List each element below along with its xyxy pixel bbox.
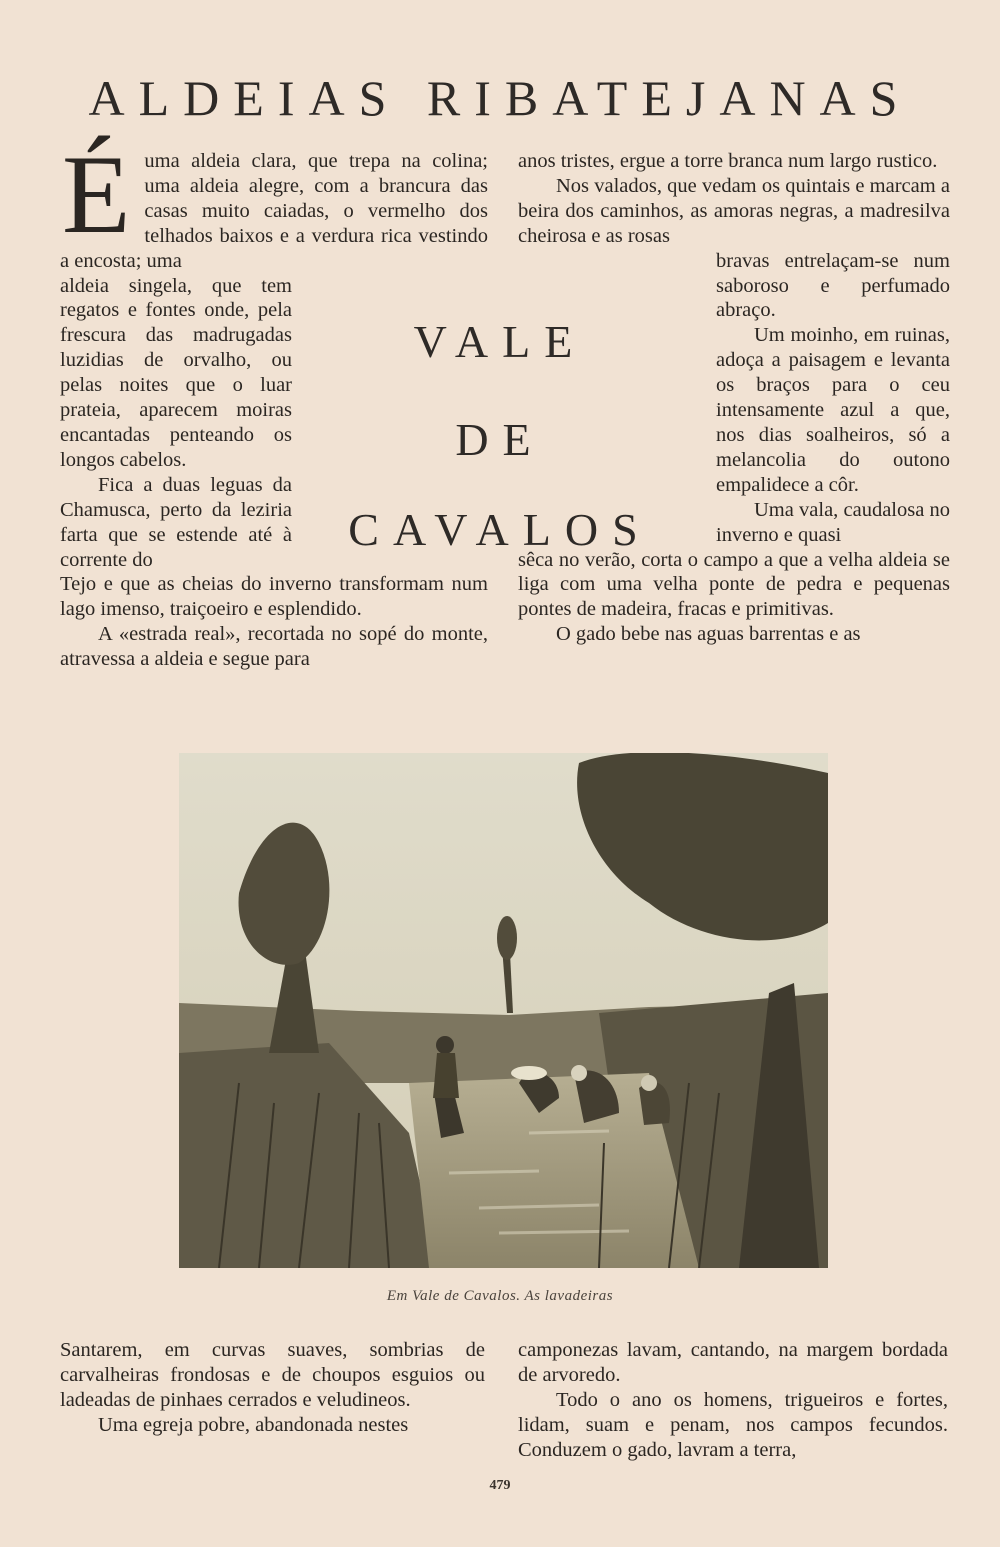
paragraph-ditch-continued: sêca no verão, corta o campo a que a velha aldeia se liga com uma velha ponte de pedra e pequenas pontes de madeira, fracas e primitivas. [518,548,950,621]
paragraph-hedges: Nos valados, que vedam os quintais e marcam a beira dos caminhos, as amoras negras, a madresilva cheirosa e as rosas [518,174,950,247]
photo-caption: Em Vale de Cavalos. As lavadeiras [386,1288,614,1304]
paragraph-opening-continued: aldeia singela, que tem regatos e fontes onde, pela frescura das madrugadas luzidias de orvalho, ou pelas noites que o luar prateia, aparecem moiras encantadas penteando os longos cabelos. [60,274,292,471]
paragraph-cattle: O gado bebe nas aguas barrentas e as [556,623,861,646]
paragraph-opening: uma aldeia clara, que trepa na colina; uma aldeia alegre, com a brancura das casas muito caiadas, o vermelho dos telhados baixos e a verdura rica vestindo a encosta; uma [60,150,488,272]
title-line-de: DE [455,414,545,465]
paragraph-santarem: Santarem, em curvas suaves, sombrias de carvalheiras frondosas e de choupos esguios ou ladeadas de pinhaes cerrados e veludineos. [60,1339,485,1411]
paragraph-mill: Um moinho, em ruinas, adoça a paisagem e levanta os braços para o ceu intensamente azul a que, nos dias soalheiros, só a melancolia do outono empalidece a côr. [716,324,950,496]
page-number: 479 [489,1478,511,1493]
title-line-vale: VALE [413,316,587,367]
drop-cap: É [62,133,131,257]
title-line-cavalos: CAVALOS [348,504,652,555]
paragraph-washing: camponezas lavam, cantando, na margem bordada de arvoredo. [518,1339,948,1386]
paragraph-men: Todo o ano os homens, trigueiros e fortes, lidam, suam e penam, nos campos fecundos. Conduzem o gado, lavram a terra, [518,1388,948,1461]
paragraph-church: Uma egreja pobre, abandonada nestes [98,1413,409,1436]
photo-illustration [179,753,828,1268]
paragraph-location: Fica a duas leguas da Chamusca, perto da leziria farta que se estende até à corrente do [60,473,292,571]
paragraph-road: A «estrada real», recortada no sopé do monte, atravessa a aldeia e segue para [60,623,488,671]
paragraph-hedges-continued: bravas entrelaçam-se num saboroso e perfumado abraço. [716,249,950,322]
paragraph-location-continued: Tejo e que as cheias do inverno transformam num lago imenso, traiçoeiro e esplendido. [60,573,488,621]
right-column-bottom [518,1338,948,1463]
photograph-washerwomen [179,753,828,1268]
paragraph-church-end: anos tristes, ergue a torre branca num largo rustico. [518,150,938,172]
left-column-bottom [60,1338,485,1438]
paragraph-ditch: Uma vala, caudalosa no inverno e quasi [716,498,950,546]
right-column-top [518,149,950,647]
section-header: ALDEIAS RIBATEJANAS [88,70,912,126]
